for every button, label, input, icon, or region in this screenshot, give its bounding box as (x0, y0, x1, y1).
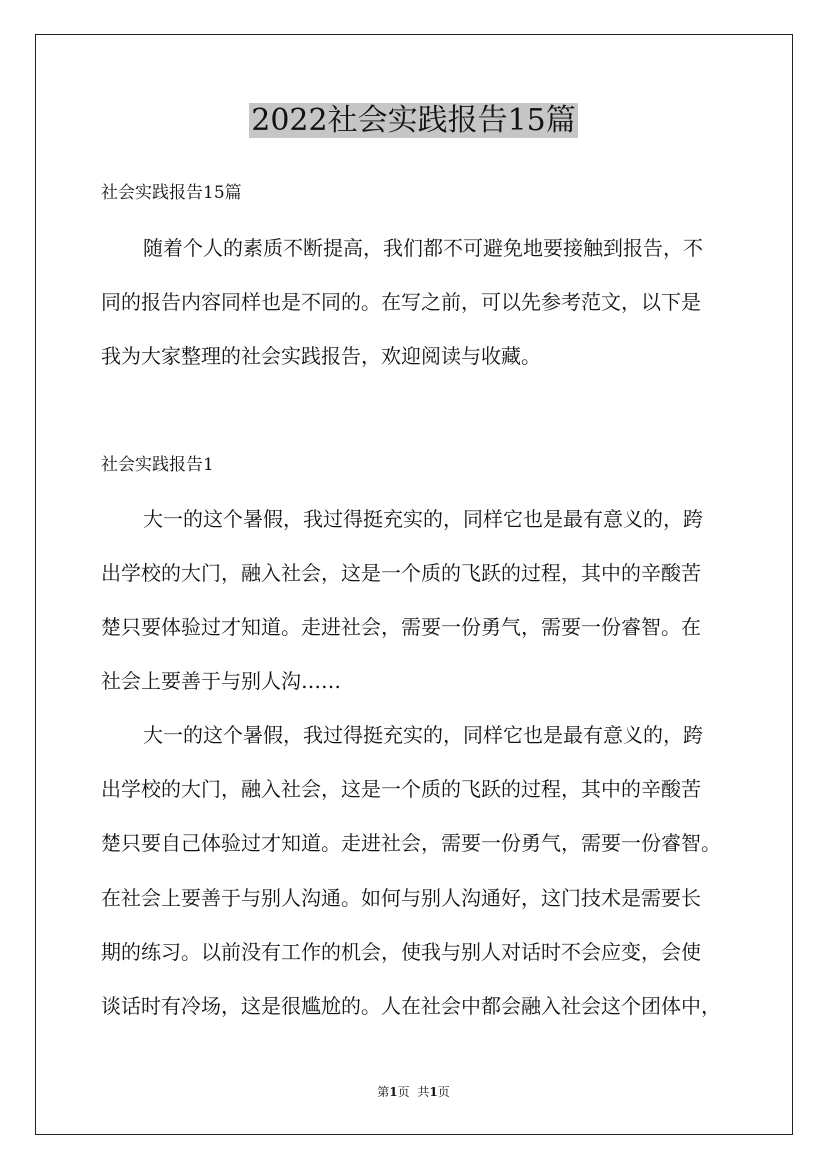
body-line: 在社会上要善于与别人沟通。如何与别人沟通好，这门技术是需要长 (101, 886, 701, 910)
body-line: 大一的这个暑假，我过得挺充实的，同样它也是最有意义的，跨 (143, 723, 703, 747)
summary-line: 大一的这个暑假，我过得挺充实的，同样它也是最有意义的，跨 (143, 507, 703, 531)
document-title-text: 2022社会实践报告15篇 (251, 103, 576, 138)
page-prefix: 第 (377, 1085, 390, 1099)
body-line: 谈话时有冷场，这是很尴尬的。人在社会中都会融入社会这个团体中， (101, 994, 721, 1018)
document-title (0, 99, 827, 143)
intro-line: 随着个人的素质不断提高，我们都不可避免地要接触到报告，不 (143, 236, 703, 260)
page-footer (0, 1084, 827, 1100)
body-line: 楚只要自己体验过才知道。走进社会，需要一份勇气，需要一份睿智。 (101, 831, 721, 855)
body-line: 出学校的大门，融入社会，这是一个质的飞跃的过程，其中的辛酸苦 (101, 777, 701, 801)
total-pages: 1 (429, 1085, 438, 1099)
summary-line: 楚只要体验过才知道。走进社会，需要一份勇气，需要一份睿智。在 (101, 615, 701, 639)
total-prefix: 共 (417, 1085, 430, 1099)
section-heading: 社会实践报告1 (101, 455, 214, 475)
total-suffix: 页 (437, 1085, 450, 1099)
intro-line: 同的报告内容同样也是不同的。在写之前，可以先参考范文，以下是 (101, 290, 701, 314)
document-subtitle: 社会实践报告15篇 (101, 183, 242, 203)
page-number: 1 (389, 1085, 398, 1099)
body-line: 期的练习。以前没有工作的机会，使我与别人对话时不会应变，会使 (101, 940, 701, 964)
page-suffix: 页 (397, 1085, 410, 1099)
summary-line: 出学校的大门，融入社会，这是一个质的飞跃的过程，其中的辛酸苦 (101, 561, 701, 585)
intro-line: 我为大家整理的社会实践报告，欢迎阅读与收藏。 (101, 344, 541, 368)
summary-line: 社会上要善于与别人沟…… (101, 669, 341, 693)
